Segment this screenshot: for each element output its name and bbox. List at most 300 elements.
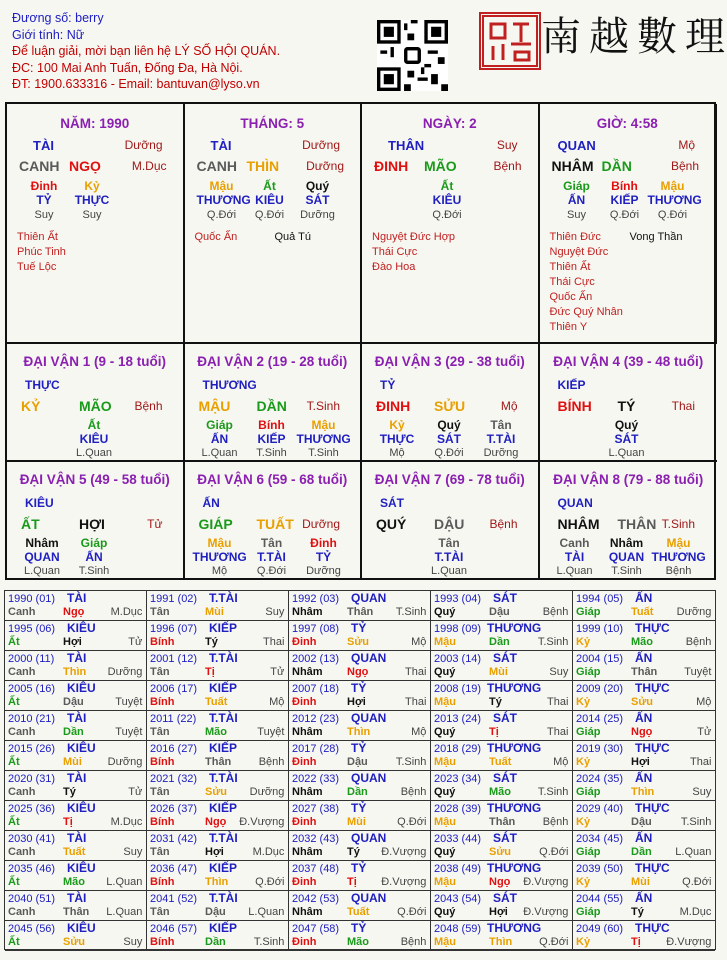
year-label: 2048 (59) <box>434 923 482 935</box>
year-branch: Thân <box>63 906 90 918</box>
hidden-stage: Q.Đới <box>432 209 462 221</box>
year-cell[interactable] <box>147 681 289 711</box>
year-stage: Dưỡng <box>249 786 285 798</box>
year-cell[interactable] <box>573 681 715 711</box>
year-cell[interactable] <box>431 891 573 921</box>
pillar-title: NĂM: 1990 <box>60 116 130 131</box>
heavenly-stem: ẤT <box>21 516 40 532</box>
year-stage: Thai <box>404 696 427 708</box>
year-stem: Kỷ <box>576 816 591 828</box>
year-cell[interactable] <box>5 771 147 801</box>
twelve-stage: Bệnh <box>489 517 518 531</box>
ten-god-label: TÀI <box>210 138 232 153</box>
year-cell[interactable] <box>147 921 289 951</box>
auspicious-star: Thiên Y <box>549 321 588 333</box>
year-stem: Quý <box>434 606 456 618</box>
year-label: 2027 (38) <box>292 803 340 815</box>
hidden-stem: Bính <box>611 179 638 193</box>
brand-title <box>541 8 727 60</box>
year-stem: Quý <box>434 786 456 798</box>
year-ten-god: KIÊU <box>67 921 96 935</box>
year-cell[interactable] <box>431 681 573 711</box>
hidden-ten-god: QUAN <box>24 550 60 564</box>
year-stem: Nhâm <box>292 606 323 618</box>
twelve-stage: Suy <box>496 138 518 152</box>
brand-char: 數 <box>637 13 679 60</box>
heavenly-stem: CANH <box>196 158 237 174</box>
year-label: 2046 (57) <box>150 923 198 935</box>
year-label: 2004 (15) <box>576 653 624 665</box>
earthly-branch: NGỌ <box>69 158 101 174</box>
year-cell[interactable] <box>573 861 715 891</box>
year-cell[interactable] <box>431 711 573 741</box>
year-label: 1992 (03) <box>292 593 340 605</box>
year-cell[interactable] <box>431 831 573 861</box>
auspicious-star: Phúc Tinh <box>17 246 66 258</box>
year-label: 2044 (55) <box>576 893 624 905</box>
year-ten-god: TÀI <box>67 771 87 785</box>
hidden-stem: Đinh <box>30 179 58 193</box>
year-cell[interactable] <box>573 771 715 801</box>
year-label: 2000 (11) <box>8 653 55 665</box>
year-cell[interactable] <box>431 801 573 831</box>
year-cell[interactable] <box>5 591 147 621</box>
year-cell[interactable] <box>431 771 573 801</box>
hidden-stem: Kỷ <box>84 179 100 193</box>
year-cell[interactable] <box>5 831 147 861</box>
year-cell[interactable] <box>147 591 289 621</box>
hidden-ten-god: SÁT <box>305 193 330 207</box>
year-ten-god: KIẾP <box>209 801 238 815</box>
year-stage: T.Sinh <box>537 786 569 798</box>
year-stem: Ất <box>8 696 20 708</box>
hidden-stage: Suy <box>82 209 102 221</box>
year-stem: Giáp <box>576 846 601 858</box>
year-ten-god: QUAN <box>351 771 387 785</box>
year-branch: Mão <box>489 786 511 798</box>
year-stem: Nhâm <box>292 666 323 678</box>
hidden-stage: Q.Đới <box>256 565 287 577</box>
year-stem: Tân <box>150 666 170 678</box>
year-branch: Mão <box>631 636 653 648</box>
year-stem: Ất <box>8 756 20 768</box>
year-cell[interactable] <box>289 681 431 711</box>
year-cell[interactable] <box>147 861 289 891</box>
hidden-stage: Suy <box>34 209 54 221</box>
year-cell[interactable] <box>5 651 147 681</box>
earthly-branch: DẦN <box>601 158 632 174</box>
year-cell[interactable] <box>573 591 715 621</box>
year-branch: Tý <box>205 636 218 648</box>
year-stage: Dưỡng <box>107 756 143 768</box>
year-cell[interactable] <box>289 741 431 771</box>
year-branch: Dậu <box>347 756 368 768</box>
year-stage: Bệnh <box>400 786 427 798</box>
year-ten-god: QUAN <box>351 831 387 845</box>
year-branch: Thìn <box>489 936 513 948</box>
year-branch: Thìn <box>63 666 87 678</box>
hidden-stem: Quý <box>437 418 461 432</box>
year-cell[interactable] <box>573 801 715 831</box>
heavenly-stem: BÍNH <box>557 398 592 414</box>
ten-god-label: KIẾP <box>557 378 586 392</box>
auspicious-star: Tuế Lộc <box>17 261 57 273</box>
year-cell[interactable] <box>5 681 147 711</box>
year-cell[interactable] <box>5 921 147 951</box>
year-ten-god: KIÊU <box>67 861 96 875</box>
year-branch: Mão <box>205 726 227 738</box>
year-ten-god: SÁT <box>493 891 517 905</box>
year-ten-god: KIÊU <box>67 621 96 635</box>
ten-god-label: ẤN <box>202 496 220 510</box>
dai-van-title: ĐẠI VẬN 8 (79 - 88 tuổi) <box>553 472 704 487</box>
year-label: 1998 (09) <box>434 623 482 635</box>
year-cell[interactable] <box>5 711 147 741</box>
hidden-stage: Suy <box>567 209 586 221</box>
year-label: 2043 (54) <box>434 893 482 905</box>
year-label: 2006 (17) <box>150 683 198 695</box>
hidden-stage: Q.Đới <box>657 209 688 221</box>
hidden-stage: Q.Đới <box>434 447 464 459</box>
year-label: 2001 (12) <box>150 653 198 665</box>
year-cell[interactable] <box>289 861 431 891</box>
hidden-ten-god: T.TÀI <box>486 432 516 446</box>
stage-extra: M.Dục <box>131 159 167 173</box>
year-stem: Mậu <box>434 936 456 948</box>
year-ten-god: T.TÀI <box>209 711 238 725</box>
year-stage: Bệnh <box>542 816 569 828</box>
year-stage: L.Quan <box>106 906 143 918</box>
ten-god-label: TỶ <box>380 378 396 392</box>
hidden-ten-god: THƯƠNG <box>196 193 251 207</box>
year-stage: Đ.Vượng <box>239 816 285 828</box>
year-stage: T.Sinh <box>253 936 285 948</box>
year-ten-god: SÁT <box>493 591 517 605</box>
year-ten-god: TỶ <box>351 681 367 695</box>
year-stage: M.Dục <box>110 816 143 828</box>
year-label: 2033 (44) <box>434 833 482 845</box>
year-label: 2020 (31) <box>8 773 56 785</box>
year-ten-god: TÀI <box>67 891 87 905</box>
year-stage: T.Sinh <box>680 816 712 828</box>
heavenly-stem: MẬU <box>198 398 231 414</box>
year-cell[interactable] <box>431 861 573 891</box>
year-stage: M.Dục <box>110 606 143 618</box>
year-ten-god: T.TÀI <box>209 831 238 845</box>
hidden-ten-god: KIÊU <box>255 193 284 207</box>
year-cell[interactable] <box>147 711 289 741</box>
pillar-0 <box>7 104 185 344</box>
year-label: 2049 (60) <box>576 923 624 935</box>
hidden-ten-god: THỰC <box>74 193 110 207</box>
year-branch: Thìn <box>631 786 655 798</box>
year-cell[interactable] <box>289 621 431 651</box>
year-stage: T.Sinh <box>537 636 569 648</box>
twelve-stage: T.Sinh <box>306 399 340 413</box>
year-cell[interactable] <box>289 831 431 861</box>
hidden-stem: Ất <box>440 179 454 193</box>
year-stem: Giáp <box>576 666 601 678</box>
ten-god-label: THÂN <box>388 138 425 153</box>
year-cell[interactable] <box>147 621 289 651</box>
inauspicious-star: Vong Thần <box>629 231 683 243</box>
year-ten-god: T.TÀI <box>209 891 238 905</box>
contact-line: Để luận giải, mời bạn liên hệ LÝ SỐ HỘI QUÁN. <box>12 44 281 58</box>
year-label: 2019 (30) <box>576 743 624 755</box>
hidden-stem: Ất <box>263 179 276 193</box>
year-cell[interactable] <box>289 891 431 921</box>
heavenly-stem: QUÝ <box>376 516 407 532</box>
year-stem: Giáp <box>576 906 601 918</box>
year-cell[interactable] <box>289 921 431 951</box>
dai-van-title: ĐẠI VẬN 7 (69 - 78 tuổi) <box>374 472 525 487</box>
address-line: ĐC: 100 Mai Anh Tuấn, Đống Đa, Hà Nội. <box>12 60 243 75</box>
year-branch: Thân <box>489 816 516 828</box>
year-ten-god: ẤN <box>635 711 653 725</box>
hidden-stem: Giáp <box>80 536 108 550</box>
year-ten-god: QUAN <box>351 651 387 665</box>
pillar-title: THÁNG: 5 <box>240 116 305 131</box>
year-stem: Nhâm <box>292 786 323 798</box>
year-branch: Tý <box>63 786 76 798</box>
year-label: 2015 (26) <box>8 743 56 755</box>
year-stage: Q.Đới <box>397 906 427 918</box>
twelve-stage: Mộ <box>500 399 518 413</box>
year-cell[interactable] <box>573 621 715 651</box>
seal-icon <box>481 14 539 68</box>
stage-extra: Dưỡng <box>306 159 344 173</box>
year-ten-god: TÀI <box>67 651 87 665</box>
year-cell[interactable] <box>147 771 289 801</box>
year-branch: Tị <box>347 876 357 888</box>
year-stage: L.Quan <box>106 876 143 888</box>
year-cell[interactable] <box>431 921 573 951</box>
hidden-ten-god: TÀI <box>564 550 585 564</box>
pillar-title: GIỜ: 4:58 <box>596 116 658 131</box>
year-cell[interactable] <box>431 651 573 681</box>
year-cell[interactable] <box>573 831 715 861</box>
year-label: 2009 (20) <box>576 683 624 695</box>
earthly-branch: DẬU <box>434 516 465 532</box>
auspicious-star: Đức Quý Nhân <box>549 306 623 318</box>
year-cell[interactable] <box>147 891 289 921</box>
year-cell[interactable] <box>147 651 289 681</box>
year-stage: Bệnh <box>685 636 712 648</box>
year-label: 1997 (08) <box>292 623 340 635</box>
year-ten-god: ẤN <box>635 591 653 605</box>
year-branch: Ngọ <box>347 666 369 678</box>
year-label: 1995 (06) <box>8 623 56 635</box>
year-label: 2040 (51) <box>8 893 56 905</box>
hidden-stem: Mậu <box>209 179 234 193</box>
year-label: 1994 (05) <box>576 593 624 605</box>
hidden-stem: Canh <box>559 536 590 550</box>
year-cell[interactable] <box>147 831 289 861</box>
year-ten-god: TÀI <box>67 711 87 725</box>
year-ten-god: TỶ <box>351 861 367 875</box>
year-branch: Tý <box>489 696 502 708</box>
year-stage: Suy <box>123 846 143 858</box>
year-ten-god: THƯƠNG <box>487 861 542 875</box>
year-cell[interactable] <box>573 891 715 921</box>
year-stem: Canh <box>8 846 36 858</box>
year-stem: Kỷ <box>576 936 591 948</box>
year-label: 2011 (22) <box>150 713 197 725</box>
year-stage: Suy <box>265 606 285 618</box>
year-stem: Nhâm <box>292 726 323 738</box>
year-ten-god: THỰC <box>635 681 670 695</box>
year-cell[interactable] <box>289 771 431 801</box>
year-branch: Tuất <box>205 696 228 708</box>
year-cell[interactable] <box>431 621 573 651</box>
year-stage: Tử <box>128 786 143 798</box>
year-stem: Canh <box>8 906 36 918</box>
hidden-ten-god: THƯƠNG <box>651 550 706 564</box>
year-stage: Q.Đới <box>539 846 569 858</box>
year-ten-god: QUAN <box>351 891 387 905</box>
year-cell[interactable] <box>573 711 715 741</box>
year-cell[interactable] <box>289 591 431 621</box>
ten-god-label: QUAN <box>557 496 593 510</box>
year-label: 1991 (02) <box>150 593 198 605</box>
year-stem: Tân <box>150 786 170 798</box>
year-cell[interactable] <box>5 801 147 831</box>
year-label: 2014 (25) <box>576 713 624 725</box>
inauspicious-star: Quả Tú <box>274 231 311 243</box>
year-cell[interactable] <box>5 621 147 651</box>
year-stem: Đinh <box>292 636 317 648</box>
year-label: 2026 (37) <box>150 803 198 815</box>
year-stem: Kỷ <box>576 756 591 768</box>
year-cell[interactable] <box>431 741 573 771</box>
year-cell[interactable] <box>431 591 573 621</box>
year-label: 2038 (49) <box>434 863 482 875</box>
year-cell[interactable] <box>5 891 147 921</box>
hidden-ten-god: TỶ <box>315 550 332 564</box>
earthly-branch: HỢI <box>79 516 105 532</box>
year-branch: Dần <box>631 846 652 858</box>
year-branch: Thân <box>631 666 658 678</box>
year-label: 2024 (35) <box>576 773 624 785</box>
year-branch: Dần <box>205 936 226 948</box>
auspicious-star: Nguyệt Đức Hợp <box>372 231 456 243</box>
year-ten-god: TÀI <box>67 831 87 845</box>
earthly-branch: TUẤT <box>256 516 294 532</box>
year-stage: Đ.Vượng <box>523 906 569 918</box>
year-branch: Tị <box>205 666 215 678</box>
year-stem: Quý <box>434 846 456 858</box>
year-stage: Suy <box>123 936 143 948</box>
year-cell[interactable] <box>573 741 715 771</box>
hidden-ten-god: KIÊU <box>79 432 109 446</box>
year-stem: Canh <box>8 666 36 678</box>
heavenly-stem: CANH <box>19 158 60 174</box>
earthly-branch: MÃO <box>79 398 112 414</box>
year-stem: Mậu <box>434 696 456 708</box>
hidden-ten-god: SÁT <box>437 432 461 446</box>
year-branch: Tị <box>631 936 641 948</box>
auspicious-star: Thiên Ất <box>17 231 58 243</box>
hidden-ten-god: THƯƠNG <box>192 550 247 564</box>
auspicious-star: Thái Cực <box>372 246 418 258</box>
year-ten-god: THƯƠNG <box>487 621 542 635</box>
auspicious-star: Đào Hoa <box>372 261 416 273</box>
hidden-ten-god: KIẾP <box>257 432 286 446</box>
year-stage: Đ.Vượng <box>666 936 712 948</box>
year-cell[interactable] <box>289 801 431 831</box>
year-stage: L.Quan <box>248 906 285 918</box>
hidden-stage: L.Quan <box>201 447 238 459</box>
year-stem: Đinh <box>292 696 317 708</box>
year-label: 2023 (34) <box>434 773 482 785</box>
year-ten-god: ẤN <box>635 771 653 785</box>
hidden-stem: Giáp <box>563 179 590 193</box>
stage-extra: Bệnh <box>670 159 699 173</box>
ten-god-label: TÀI <box>33 138 54 153</box>
year-stem: Canh <box>8 786 36 798</box>
hidden-stage: Mộ <box>211 565 228 577</box>
year-cell[interactable] <box>147 741 289 771</box>
year-label: 2003 (14) <box>434 653 482 665</box>
year-label: 2025 (36) <box>8 803 56 815</box>
year-stage: Tử <box>128 636 143 648</box>
twelve-stage: Dưỡng <box>124 138 163 152</box>
year-stage: Thai <box>546 696 569 708</box>
year-cell[interactable] <box>289 651 431 681</box>
hidden-stage: L.Quan <box>430 565 468 577</box>
year-branch: Tuất <box>347 906 370 918</box>
year-stem: Ất <box>8 876 20 888</box>
year-stem: Canh <box>8 726 36 738</box>
year-label: 1999 (10) <box>576 623 624 635</box>
year-cell[interactable] <box>147 801 289 831</box>
year-cell[interactable] <box>5 741 147 771</box>
stage-extra: Bệnh <box>493 159 522 173</box>
year-label: 2021 (32) <box>150 773 198 785</box>
year-label: 2010 (21) <box>8 713 56 725</box>
ten-god-label: KIÊU <box>25 496 54 510</box>
year-stem: Ất <box>8 936 20 948</box>
year-cell[interactable] <box>573 921 715 951</box>
year-ten-god: THƯƠNG <box>487 921 542 935</box>
earthly-branch: TÝ <box>617 398 636 414</box>
hidden-ten-god: TỶ <box>36 193 52 207</box>
heavenly-stem: KỶ <box>21 398 41 414</box>
year-stage: Mộ <box>269 696 285 708</box>
year-stage: Đ.Vượng <box>523 876 569 888</box>
year-cell[interactable] <box>289 711 431 741</box>
auspicious-star: Quốc Ấn <box>549 291 593 303</box>
twelve-stage: Dưỡng <box>302 138 340 152</box>
hidden-stage: T.Sinh <box>308 447 339 459</box>
year-cell[interactable] <box>5 861 147 891</box>
year-branch: Mão <box>63 876 85 888</box>
year-label: 2030 (41) <box>8 833 56 845</box>
year-ten-god: ẤN <box>635 891 653 905</box>
year-ten-god: KIÊU <box>67 741 96 755</box>
year-stage: Dưỡng <box>107 666 143 678</box>
year-label: 1990 (01) <box>8 593 56 605</box>
hidden-ten-god: THƯƠNG <box>296 432 351 446</box>
year-cell[interactable] <box>573 651 715 681</box>
twelve-stage: Bệnh <box>134 399 163 413</box>
hidden-stage: Bệnh <box>665 565 692 577</box>
year-branch: Dậu <box>631 816 652 828</box>
year-branch: Sửu <box>631 696 654 708</box>
year-stem: Quý <box>434 906 456 918</box>
year-label: 2016 (27) <box>150 743 198 755</box>
year-stem: Kỷ <box>576 696 591 708</box>
